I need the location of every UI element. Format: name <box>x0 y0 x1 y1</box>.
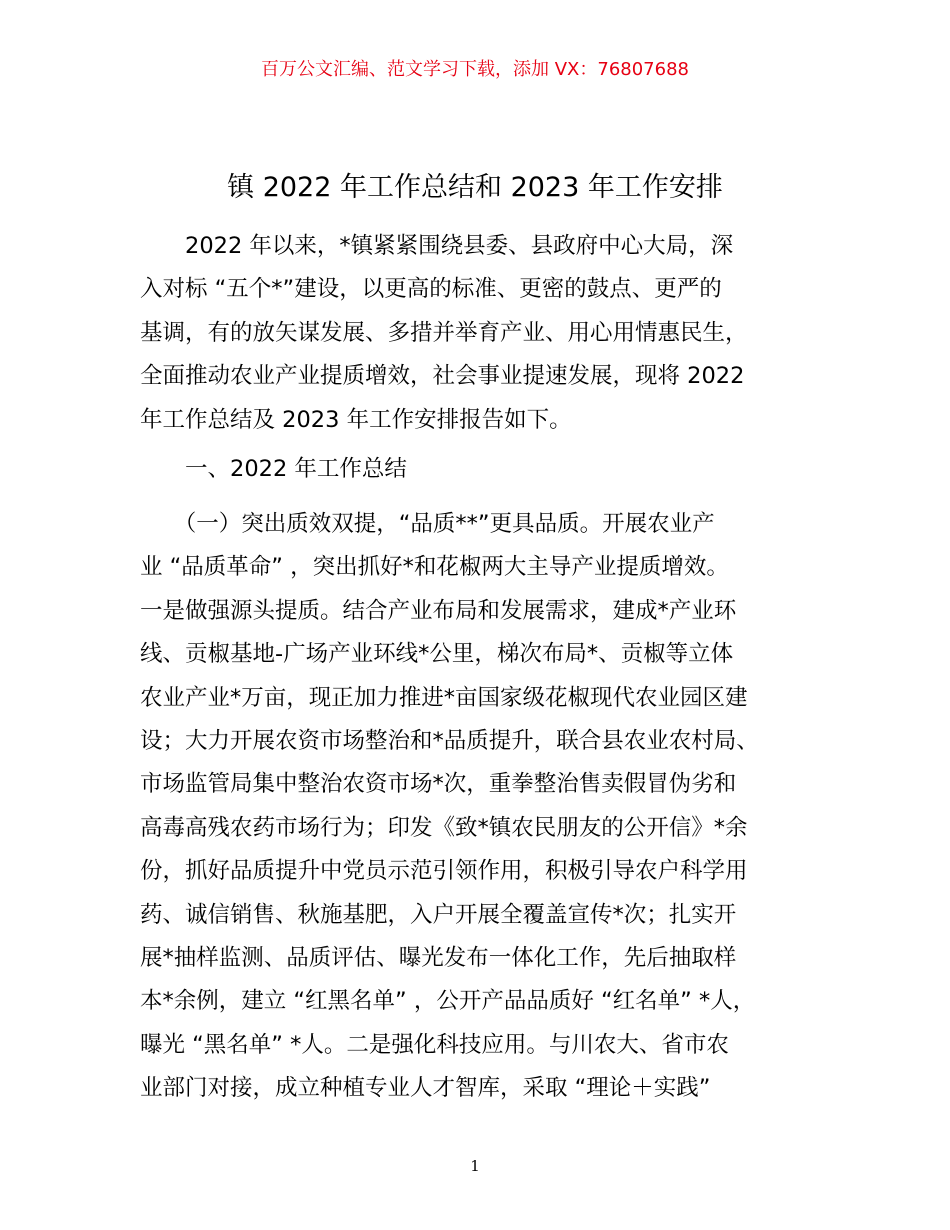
paragraph-line: 设；大力开展农资市场整治和*品质提升，联合县农业农村局、 <box>140 727 759 754</box>
paragraph-line: 一是做强源头提质。结合产业布局和发展需求，建成*产业环 <box>140 597 737 624</box>
paragraph-line: 入对标 “五个*”建设，以更高的标准、更密的鼓点、更严的 <box>140 276 722 303</box>
intro-paragraph <box>140 225 812 442</box>
paragraph-line: 份，抓好品质提升中党员示范引领作用，积极引导农户科学用 <box>140 858 748 885</box>
paragraph-line: （一）突出质效双提，“品质**”更具品质。开展农业产 <box>140 511 715 537</box>
header-banner: 百万公文汇编、范文学习下载，添加 VX：76807688 <box>261 59 689 80</box>
section-heading-text: 一、2022 年工作总结 <box>140 456 407 482</box>
document-title: 镇 2022 年工作总结和 2023 年工作安排 <box>227 172 723 203</box>
paragraph-line: 全面推动农业产业提质增效，社会事业提速发展，现将 2022 <box>140 363 745 390</box>
paragraph-line: 展*抽样监测、品质评估、曝光发布一体化工作，先后抽取样 <box>140 944 737 971</box>
page-number: 1 <box>470 1157 480 1175</box>
paragraph-line: 农业产业*万亩，现正加力推进*亩国家级花椒现代农业园区建 <box>140 684 748 711</box>
paragraph-line: 市场监管局集中整治农资市场*次，重拳整治售卖假冒伪劣和 <box>140 771 737 798</box>
paragraph-line: 年工作总结及 2023 年工作安排报告如下。 <box>140 406 572 433</box>
section-heading <box>140 448 812 491</box>
paragraph-line: 药、诚信销售、秋施基肥，入户开展全覆盖宣传*次；扎实开 <box>140 901 737 928</box>
paragraph-line: 线、贡椒基地-广场产业环线*公里，梯次布局*、贡椒等立体 <box>140 641 734 668</box>
paragraph-line: 曝光 “黑名单” *人。二是强化科技应用。与川农大、省市农 <box>140 1031 729 1058</box>
paragraph-line: 基调，有的放矢谋发展、多措并举育产业、用心用情惠民生， <box>140 319 748 346</box>
paragraph-line: 业 “品质革命” ，突出抓好*和花椒两大主导产业提质增效。 <box>140 554 729 581</box>
paragraph-line: 高毒高残农药市场行为；印发《致*镇农民朋友的公开信》*余 <box>140 814 748 841</box>
paragraph-line: 2022 年以来，*镇紧紧围绕县委、县政府中心大局，深 <box>140 233 734 259</box>
paragraph-line: 业部门对接，成立种植专业人才智库，采取 “理论＋实践” <box>140 1075 711 1102</box>
subsection-paragraph <box>140 503 812 1110</box>
paragraph-line: 本*余例，建立 “红黑名单” ，公开产品品质好 “红名单” *人， <box>140 988 756 1015</box>
